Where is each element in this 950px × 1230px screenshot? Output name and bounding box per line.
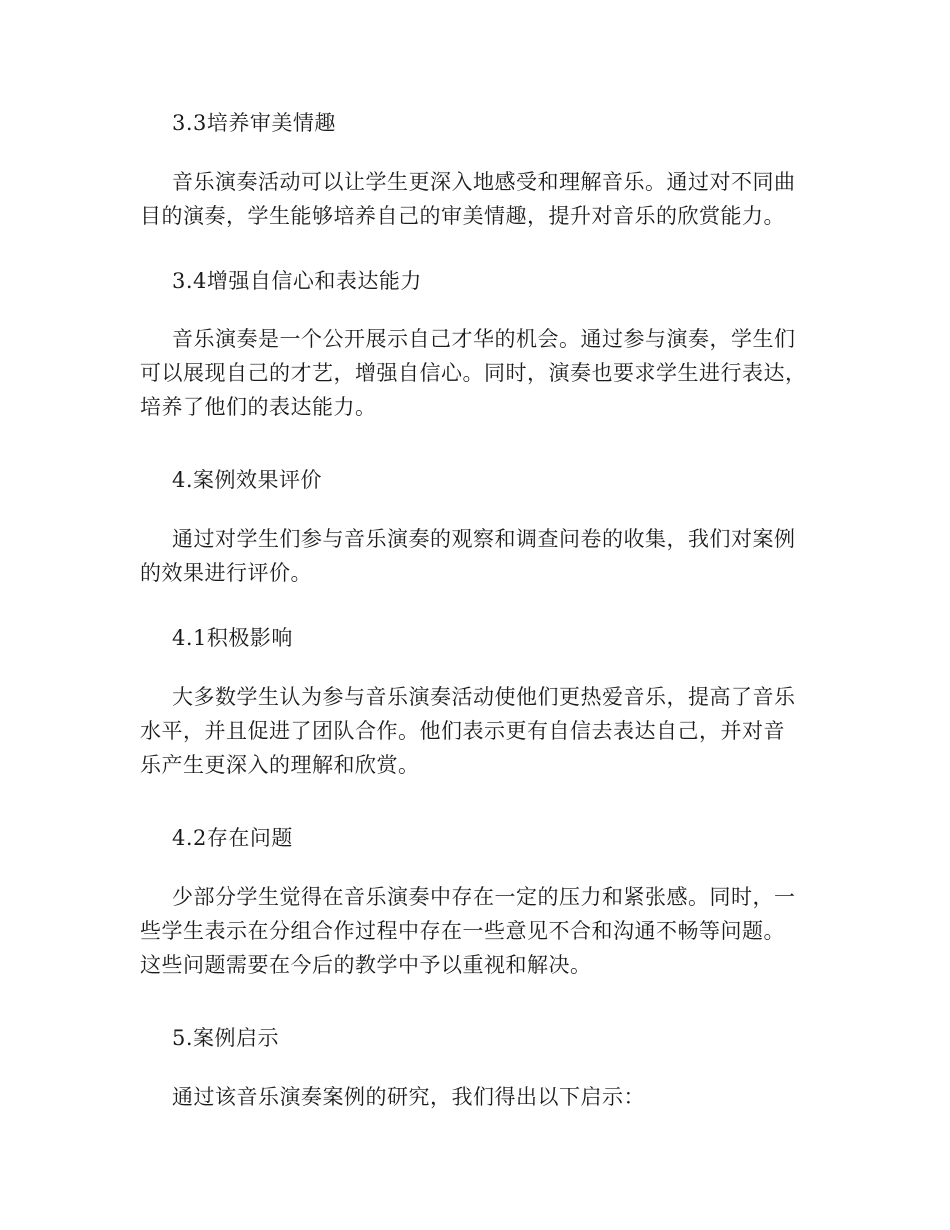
paragraph-4-1 <box>140 680 820 782</box>
paragraph-line: 通过对学生们参与音乐演奏的观察和调查问卷的收集，我们对案例 <box>172 527 796 551</box>
section-heading-4 <box>140 463 820 497</box>
paragraph-line: 培养了他们的表达能力。 <box>140 395 377 419</box>
paragraph-5 <box>140 1080 820 1114</box>
paragraph-line: 乐产生更深入的理解和欣赏。 <box>140 753 420 777</box>
section-heading-4-1 <box>140 621 820 655</box>
paragraph-line: 些学生表示在分组合作过程中存在一些意见不合和沟通不畅等问题。 <box>140 919 785 943</box>
paragraph-line: 的效果进行评价。 <box>140 561 312 585</box>
paragraph-line: 可以展现自己的才艺，增强自信心。同时，演奏也要求学生进行表达， <box>140 361 807 385</box>
paragraph-4-2 <box>140 880 820 982</box>
section-heading-3-3 <box>140 106 820 140</box>
paragraph-line: 这些问题需要在今后的教学中予以重视和解决。 <box>140 953 592 977</box>
paragraph-line: 水平，并且促进了团队合作。他们表示更有自信去表达自己，并对音 <box>140 719 785 743</box>
paragraph-line: 少部分学生觉得在音乐演奏中存在一定的压力和紧张感。同时，一 <box>172 885 796 909</box>
heading-text: 4.2存在问题 <box>172 826 293 850</box>
paragraph-line: 音乐演奏活动可以让学生更深入地感受和理解音乐。通过对不同曲 <box>172 170 796 194</box>
paragraph-line: 大多数学生认为参与音乐演奏活动使他们更热爱音乐，提高了音乐 <box>172 685 796 709</box>
section-heading-5 <box>140 1021 820 1055</box>
paragraph-3-4 <box>140 322 820 424</box>
paragraph-4 <box>140 522 820 590</box>
paragraph-line: 目的演奏，学生能够培养自己的审美情趣，提升对音乐的欣赏能力。 <box>140 204 785 228</box>
heading-text: 4.案例效果评价 <box>172 468 323 492</box>
paragraph-3-3 <box>140 165 820 233</box>
heading-text: 3.3培养审美情趣 <box>172 111 336 135</box>
paragraph-line: 通过该音乐演奏案例的研究，我们得出以下启示： <box>172 1085 645 1109</box>
paragraph-line: 音乐演奏是一个公开展示自己才华的机会。通过参与演奏，学生们 <box>172 327 796 351</box>
heading-text: 3.4增强自信心和表达能力 <box>172 269 422 293</box>
heading-text: 4.1积极影响 <box>172 626 293 650</box>
section-heading-4-2 <box>140 821 820 855</box>
heading-text: 5.案例启示 <box>172 1026 280 1050</box>
section-heading-3-4 <box>140 264 820 298</box>
